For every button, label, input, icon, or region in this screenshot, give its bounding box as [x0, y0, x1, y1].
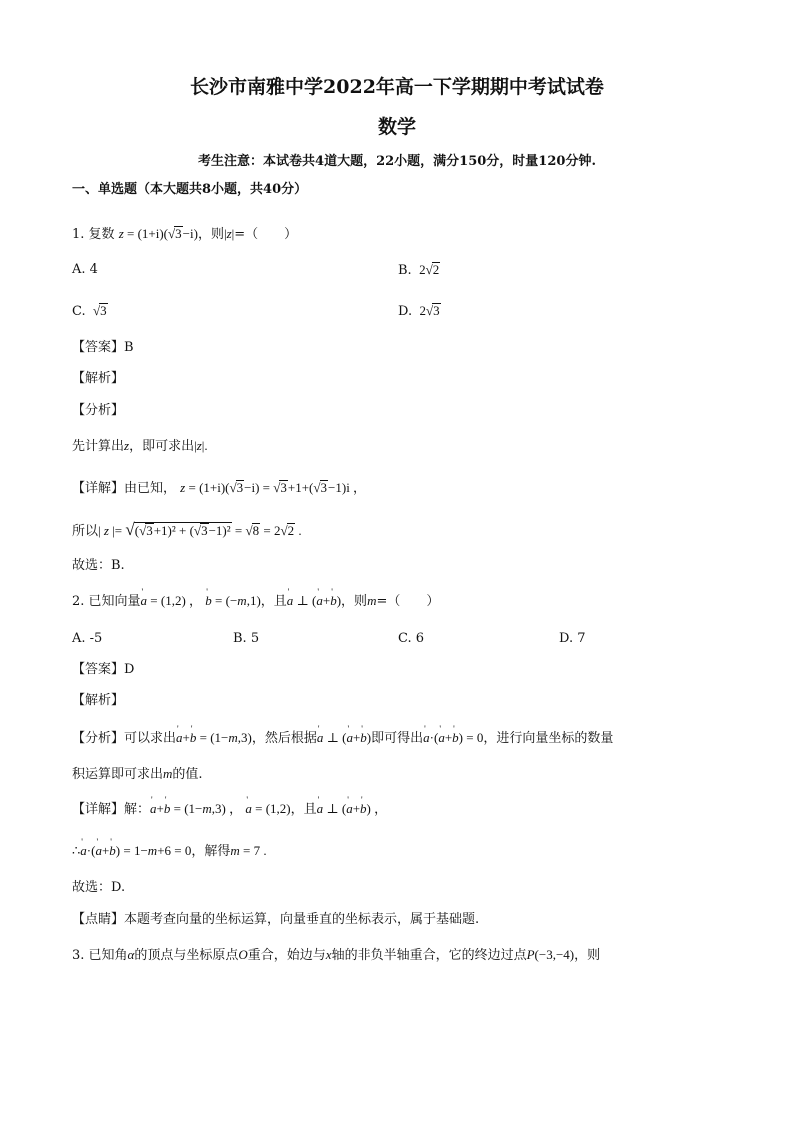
q2-answer	[72, 661, 134, 679]
q1-option-b-value: 2√2	[415, 262, 440, 277]
notice-text: 本试卷共4道大题，22小题，满分150分，时量120分钟.	[263, 154, 596, 169]
q2-xiangjie-a: 解：	[124, 802, 151, 817]
q2-fenxi-m: m	[163, 766, 173, 781]
q2-fenxi-b: ，然后根据	[251, 731, 317, 746]
q2-therefore-b: ，解得	[191, 844, 231, 859]
section-heading: 一、单选题（本大题共8小题，共40分）	[72, 182, 308, 197]
q1-jiexi: 【解析】	[72, 371, 125, 386]
q3-x: x	[325, 947, 332, 962]
q1-stem-b: ，则	[197, 227, 224, 242]
q1-formula: z = (1+i)(√3−i)	[118, 226, 198, 241]
q2-dianjing-label: 【点睛】	[72, 912, 125, 927]
q1-stem-c: =（ ）	[234, 227, 298, 242]
q1-option-b-label: B.	[398, 263, 412, 278]
q1-fenxi	[72, 437, 208, 456]
q1-fenxi-z: z	[124, 438, 130, 453]
q2-fenxi-2	[72, 765, 203, 784]
q2-fenxi-f: 的值.	[172, 767, 203, 782]
q3-stem-c: 重合，始边与	[247, 948, 326, 963]
q3-alpha: α	[127, 947, 135, 962]
q1-option-b	[398, 261, 440, 280]
q3-stem-e: ，则	[574, 948, 601, 963]
q1-suoyi-label: 所以	[72, 524, 99, 539]
q2-fenxi	[72, 729, 613, 748]
q2-therefore-formula: ' a·(' a+' b) = 1−m+6 = 0	[80, 843, 191, 858]
q1-xiangjie-formula: z = (1+i)(√3−i) = √3+1+(√3−1)i ，	[180, 480, 367, 495]
q3-point: P(−3,−4)	[526, 947, 575, 962]
q2-vector-a: ' a = (1,2) ， ' b = (−m,1)	[141, 593, 261, 608]
q3-stem-b: 的顶点与坐标原点	[134, 948, 239, 963]
q2-fenxi-sum: ' a+' b = (1−m,3)	[176, 730, 252, 745]
q2-guxuan: 故选：D.	[72, 880, 126, 895]
q3-stem-d: 轴的非负半轴重合，它的终边过点	[331, 948, 527, 963]
q2-jiexi: 【解析】	[72, 693, 125, 708]
q2-fenxi-d: ，进行向量坐标的数量	[483, 731, 614, 746]
q2-fenxi-c: 即可得出	[371, 731, 424, 746]
q1-answer	[72, 339, 134, 357]
q2-therefore-a: ∴	[72, 844, 81, 859]
q1-xiangjie-label: 【详解】	[72, 481, 125, 496]
q2-option-d: D. 7	[559, 631, 586, 646]
q2-dianjing-text: 本题考查向量的坐标运算，向量垂直的坐标表示，属于基础题.	[124, 912, 480, 927]
q3-stem	[72, 946, 600, 965]
notice-label: 考生注意：	[198, 154, 264, 169]
exam-title: 长沙市南雅中学2022年高一下学期期中考试试卷	[190, 76, 604, 98]
q1-fenxi-label: 【分析】	[72, 403, 125, 418]
q1-fenxi-a: 先计算出	[72, 439, 125, 454]
subject-title: 数学	[377, 116, 416, 138]
q1-option-c-label: C.	[72, 304, 86, 319]
q1-stem	[72, 225, 297, 244]
q2-fenxi-dot: ' a·(' a+' b) = 0	[423, 730, 483, 745]
q3-origin: O	[238, 947, 248, 962]
q1-fenxi-b: ，即可求出	[129, 439, 195, 454]
q1-option-d	[398, 302, 441, 321]
q2-answer-label: 【答案】	[72, 662, 125, 677]
q2-fenxi-perp: ' a ⊥ (' a+' b)	[317, 730, 371, 745]
q2-stem-b: ，且	[260, 594, 287, 609]
q1-option-c-value: √3	[93, 303, 107, 318]
q2-option-b: B. 5	[233, 631, 260, 646]
q2-xiangjie-b: ，且	[290, 802, 317, 817]
q1-answer-label: 【答案】	[72, 340, 125, 355]
q1-abs-z: |z|	[223, 226, 235, 241]
q2-dianjing	[72, 911, 479, 929]
q2-xiangjie-formula: ' a+' b = (1−m,3) ， ' a = (1,2)	[150, 801, 291, 816]
q1-option-a: A. 4	[72, 262, 98, 277]
q2-xiangjie	[72, 800, 387, 819]
q2-therefore-result: m = 7 .	[230, 843, 267, 858]
q2-m: m	[367, 593, 377, 608]
q2-stem-a: 2. 已知向量	[72, 594, 141, 609]
q2-therefore	[72, 842, 267, 861]
q2-stem-c: ，则	[341, 594, 368, 609]
q2-answer-value: D	[124, 662, 135, 677]
q2-xiangjie-perp: ' a ⊥ (' a+' b) ，	[317, 801, 388, 816]
exam-notice	[0, 150, 794, 169]
q1-option-d-value: 2√3	[416, 303, 440, 318]
q1-stem-a: 1. 复数	[72, 227, 115, 242]
q2-perp: ' a ⊥ (' a+' b)	[287, 593, 341, 608]
q3-stem-a: 3. 已知角	[72, 948, 128, 963]
q2-fenxi-e: 积运算即可求出	[72, 767, 164, 782]
q2-fenxi-a: 可以求出	[124, 731, 177, 746]
q1-option-c	[72, 302, 108, 321]
q1-suoyi-formula: | z |= √(√3+1)² + (√3−1)² = √8 = 2√2 .	[98, 520, 302, 539]
q1-suoyi	[72, 521, 302, 541]
q1-xiangjie-a: 由已知，	[124, 481, 177, 496]
q1-xiangjie	[72, 479, 366, 498]
q2-option-c: C. 6	[398, 631, 425, 646]
q1-answer-value: B	[124, 340, 134, 355]
q2-stem	[72, 592, 439, 611]
q2-option-a: A. -5	[72, 631, 103, 646]
q1-option-d-label: D.	[398, 304, 413, 319]
q2-stem-d: =（ ）	[376, 594, 440, 609]
q2-fenxi-label: 【分析】	[72, 731, 125, 746]
q1-fenxi-abs: |z|.	[194, 438, 208, 453]
q2-xiangjie-label: 【详解】	[72, 802, 125, 817]
q1-guxuan: 故选：B.	[72, 558, 125, 573]
